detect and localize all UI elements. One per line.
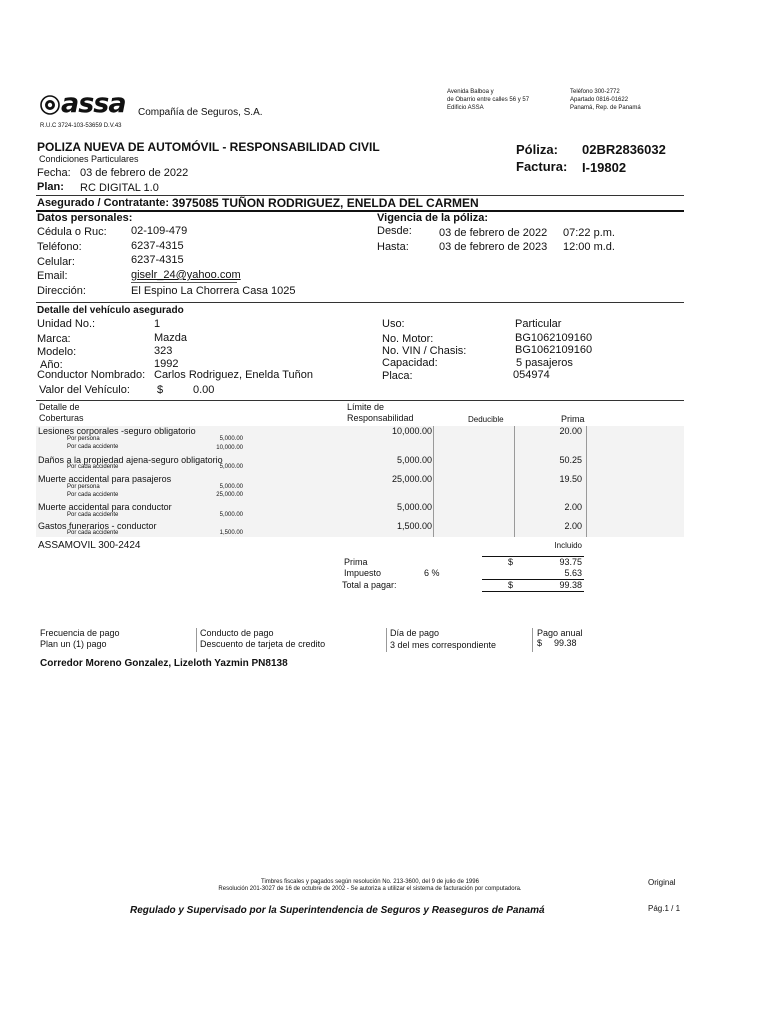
- capacidad-label: Capacidad:: [382, 357, 438, 369]
- uso-value: Particular: [515, 318, 562, 330]
- anual-currency: $: [537, 638, 543, 648]
- dia-label: Día de pago: [390, 628, 440, 638]
- frecuencia-label: Frecuencia de pago: [40, 628, 120, 638]
- company-contact: Teléfono 300-2772 Apartado 0816-01622 Panamá, Rep. de Panamá: [570, 89, 641, 111]
- column-divider: [532, 628, 533, 652]
- column-divider: [586, 426, 587, 537]
- conducto-value: Descuento de tarjeta de credito: [200, 639, 326, 649]
- vin-label: No. VIN / Chasis:: [382, 345, 467, 357]
- fecha-value: 03 de febrero de 2022: [80, 167, 189, 179]
- coverage-sub-label: Por cada accidente: [67, 492, 119, 498]
- impuesto-value: 5.63: [564, 568, 582, 578]
- coverage-sub-value: 5,000.00: [219, 436, 243, 442]
- coverage-name: Daños a la propiedad ajena-seguro obligatorio: [38, 455, 223, 465]
- vigencia-heading: Vigencia de la póliza:: [377, 212, 489, 224]
- valor-label: Valor del Vehículo:: [39, 384, 130, 396]
- coverage-limit: 10,000.00: [391, 426, 432, 436]
- coverage-col-detail: Detalle de Coberturas: [39, 402, 84, 423]
- modelo-value: 323: [154, 345, 173, 357]
- coverage-sub-label: Por persona: [67, 436, 100, 442]
- anio-label: Año:: [40, 359, 63, 371]
- coverage-sub-label: Por cada accidente: [67, 512, 119, 518]
- cedula-value: 02-109-479: [131, 225, 188, 237]
- direccion-value: El Espino La Chorrera Casa 1025: [131, 285, 296, 297]
- personal-heading: Datos personales:: [37, 212, 133, 224]
- assa-emblem-icon: [40, 95, 60, 115]
- conductor-label: Conductor Nombrado:: [37, 369, 146, 381]
- capacidad-value: 5 pasajeros: [516, 357, 573, 369]
- total-value: 99.38: [559, 580, 582, 590]
- marca-label: Marca:: [37, 333, 71, 345]
- insured-value: 3975085 TUÑON RODRIGUEZ, ENELDA DEL CARMEN: [172, 196, 479, 210]
- coverage-prima: 19.50: [559, 474, 582, 484]
- dia-value: 3 del mes correspondiente: [390, 640, 497, 650]
- corredor-name: Corredor Moreno Gonzalez, Lizeloth Yazmin PN8138: [40, 658, 288, 669]
- desde-label: Desde:: [377, 225, 412, 237]
- regulado-text: Regulado y Supervisado por la Superintendencia de Seguros y Reaseguros de Panamá: [130, 905, 545, 916]
- vin-value: BG1062109160: [515, 344, 593, 356]
- divider: [36, 302, 684, 303]
- hasta-date: 03 de febrero de 2023: [439, 241, 548, 253]
- plan-value: RC DIGITAL 1.0: [80, 182, 159, 194]
- anio-value: 1992: [154, 358, 179, 370]
- coverage-limit: 25,000.00: [391, 474, 432, 484]
- email-label: Email:: [37, 270, 68, 282]
- coverage-col-deductible: Deducible: [468, 415, 504, 424]
- cedula-label: Cédula o Ruc:: [37, 226, 107, 238]
- coverage-sub-label: Por cada accidente: [67, 530, 119, 536]
- coverage-name: Muerte accidental para conductor: [38, 502, 172, 512]
- coverage-limit: 5,000.00: [396, 455, 432, 465]
- ruc-number: R.U.C 3724-103-53659 D.V.43: [40, 123, 122, 129]
- company-name: Compañía de Seguros, S.A.: [138, 107, 263, 118]
- policy-subtitle: Condiciones Particulares: [39, 154, 139, 164]
- impuesto-label: Impuesto: [344, 568, 382, 578]
- direccion-label: Dirección:: [37, 285, 86, 297]
- policy-title: POLIZA NUEVA DE AUTOMÓVIL - RESPONSABILIDAD CIVIL: [37, 140, 380, 154]
- desde-date: 03 de febrero de 2022: [439, 227, 548, 239]
- coverage-extra-value: Incluido: [554, 541, 582, 550]
- footer-timbres: Timbres fiscales y pagados según resolución No. 213-3600, del 9 de julio de 1996: [261, 879, 479, 885]
- coverage-col-limit: Límite de Responsabilidad: [347, 402, 414, 423]
- insured-label: Asegurado / Contratante:: [37, 197, 170, 209]
- prima-total: 93.75: [559, 557, 582, 567]
- prima-currency: $: [508, 557, 514, 567]
- column-divider: [433, 426, 434, 537]
- coverage-sub-value: 5,000.00: [219, 512, 243, 518]
- valor-amount: 0.00: [193, 384, 215, 396]
- frecuencia-value: Plan un (1) pago: [40, 639, 107, 649]
- divider: [131, 282, 237, 283]
- anual-value: 99.38: [554, 638, 577, 648]
- uso-label: Uso:: [382, 318, 405, 330]
- hasta-time: 12:00 m.d.: [563, 241, 615, 253]
- original-label: Original: [648, 878, 676, 887]
- divider: [36, 400, 684, 401]
- coverage-name: Lesiones corporales -seguro obligatorio: [38, 426, 196, 436]
- anual-label: Pago anual: [537, 628, 583, 638]
- coverage-sub-label: Por cada accidente: [67, 464, 119, 470]
- coverage-sub-value: 5,000.00: [219, 464, 243, 470]
- prima-label: Prima: [344, 557, 368, 567]
- coverage-prima: 50.25: [559, 455, 582, 465]
- valor-currency: $: [157, 384, 164, 396]
- factura-label: Factura:: [516, 159, 568, 174]
- coverage-sub-value: 10,000.00: [216, 445, 243, 451]
- desde-time: 07:22 p.m.: [563, 227, 615, 239]
- coverage-name: Gastos funerarios - conductor: [38, 521, 157, 531]
- coverage-limit: 1,500.00: [396, 521, 432, 531]
- motor-value: BG1062109160: [515, 332, 593, 344]
- coverage-sub-value: 25,000.00: [216, 492, 243, 498]
- celular-label: Celular:: [37, 256, 75, 268]
- total-currency: $: [508, 580, 514, 590]
- conductor-value: Carlos Rodriguez, Enelda Tuñon: [154, 369, 313, 381]
- coverage-sub-label: Por cada accidente: [67, 444, 119, 450]
- vehicle-heading: Detalle del vehículo asegurado: [37, 305, 184, 316]
- coverage-name: Muerte accidental para pasajeros: [38, 474, 172, 484]
- hasta-label: Hasta:: [377, 241, 409, 253]
- celular-value: 6237-4315: [131, 254, 184, 266]
- fecha-label: Fecha:: [37, 167, 71, 179]
- unidad-label: Unidad No.:: [37, 318, 96, 330]
- coverage-sub-value: 5,000.00: [219, 484, 243, 490]
- column-divider: [514, 426, 515, 537]
- total-rule: [482, 591, 584, 592]
- column-divider: [196, 628, 197, 652]
- plan-label: Plan:: [37, 181, 64, 193]
- total-label: Total a pagar:: [342, 580, 397, 590]
- coverage-extra-name: ASSAMOVIL 300-2424: [38, 540, 141, 551]
- telefono-label: Teléfono:: [37, 241, 82, 253]
- coverage-prima: 20.00: [559, 426, 582, 436]
- conducto-label: Conducto de pago: [200, 628, 274, 638]
- placa-value: 054974: [513, 369, 550, 381]
- modelo-label: Modelo:: [37, 346, 77, 358]
- coverage-prima: 2.00: [564, 521, 582, 531]
- company-logo: [40, 88, 132, 119]
- unidad-value: 1: [154, 318, 161, 330]
- impuesto-pct: 6 %: [424, 568, 440, 578]
- company-address: Avenida Balboa y de Obarrio entre calles 56 y 57 Edificio ASSA: [447, 89, 530, 111]
- total-rule: [482, 579, 584, 580]
- coverage-col-prima: Prima: [561, 414, 585, 424]
- column-divider: [386, 628, 387, 652]
- footer-resolucion: Resolución 201-3027 de 16 de octubre de 2002 - Se autoriza a utilizar el sistema de facturación por computadora.: [218, 886, 522, 892]
- divider: [36, 210, 684, 212]
- marca-value: Mazda: [154, 332, 188, 344]
- logo-wordmark: assa: [61, 88, 126, 119]
- placa-label: Placa:: [382, 370, 413, 382]
- telefono-value: 6237-4315: [131, 240, 184, 252]
- coverage-sub-value: 1,500.00: [219, 530, 243, 536]
- factura-number: I-19802: [582, 160, 627, 175]
- coverage-sub-label: Por persona: [67, 484, 100, 490]
- coverage-limit: 5,000.00: [396, 502, 432, 512]
- poliza-number: 02BR2836032: [582, 142, 666, 157]
- motor-label: No. Motor:: [382, 333, 434, 345]
- coverage-prima: 2.00: [564, 502, 582, 512]
- page-number: Pág.1 / 1: [648, 904, 681, 913]
- email-link[interactable]: giselr_24@yahoo.com: [131, 269, 241, 281]
- poliza-label: Póliza:: [516, 142, 558, 157]
